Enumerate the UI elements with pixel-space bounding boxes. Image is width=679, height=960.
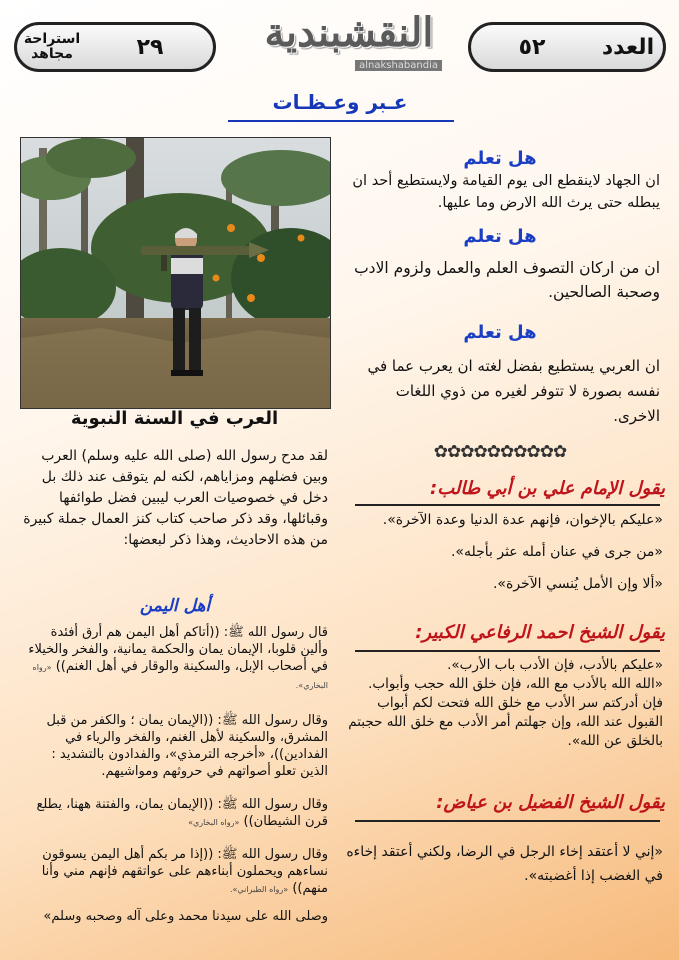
saying-ali-text <box>345 508 663 596</box>
page-number: ٢٩ <box>136 34 164 60</box>
issue-number: ٥٢ <box>518 34 546 60</box>
saying-heading-ali: يقول الإمام علي بن أبي طالب: <box>430 478 665 499</box>
hadith-2 <box>22 712 328 780</box>
magazine-logo <box>238 8 460 74</box>
hadith-source: «رواه البخاري». <box>32 663 328 690</box>
saying-line: «ألا وإن الأمل يُنسي الآخرة». <box>492 576 663 592</box>
logo-title: النقشبندية <box>264 9 434 56</box>
hadith-text: قال رسول الله ﷺ: ((أتاكم أهل اليمن هم أرق أفئدة وألين قلوبا، الإيمان يمان والحكمة يمانية، والفخر والخيلاء في أصحاب الإبل، والسكينة والوقار في أهل الغنم)) <box>28 625 328 674</box>
hadith-text: وقال رسول الله ﷺ: ((الإيمان يمان ؛ والكفر من قبل المشرق، والسكينة لأهل الغنم، والفخر والرياء في الفدادين))، «أخرجه الترمذي»، والفدادون بالتشديد : الذين تعلو أصواتهم في حروثهم ومواشيهم. <box>46 713 328 779</box>
saying-rule-2 <box>355 650 660 652</box>
saying-fudayl-text <box>345 840 663 888</box>
logo-subtitle: alnakshabandia <box>355 60 442 71</box>
saying-rule-3 <box>355 820 660 822</box>
saying-line: «عليكم بالأدب، فإن الأدب باب الأرب». <box>447 657 663 673</box>
hadith-4 <box>22 846 328 898</box>
saying-heading-fudayl: يقول الشيخ الفضيل بن عياض: <box>436 792 665 813</box>
did-you-know-heading-1: هل تعلم <box>463 148 537 169</box>
yemen-section-title: أهل اليمن <box>139 596 211 616</box>
hadith-source: «رواه البخاري» <box>188 818 240 827</box>
hadith-source: «رواه الطبراني». <box>229 885 289 894</box>
section-label: استراحة مجاهد <box>23 31 81 62</box>
saying-heading-rifai: يقول الشيخ احمد الرفاعي الكبير: <box>415 622 665 643</box>
hadith-text: وقال رسول الله ﷺ: ((الإيمان يمان، والفتنة ههنا، يطلع قرن الشيطان)) <box>36 797 328 829</box>
section-title-underline <box>228 120 454 122</box>
photo-illustration <box>21 138 330 408</box>
saying-line: «من جرى في عنان أمله عثر بأجله». <box>450 544 663 560</box>
article-body: لقد مدح رسول الله (صلى الله عليه وسلم) العرب وبين فضلهم ومزاياهم، لكنه لم يتوقف عند ذلك بل دخل في خصوصيات العرب ليبين فضل طوائفها وقبائلها، وقد ذكر صاحب كتاب كنز العمال جملة كبيرة من هذه الاحاديث، وهذا ذكر لبعضها: <box>23 448 328 548</box>
did-you-know-text-1: ان الجهاد لاينقطع الى يوم القيامة ولايستطيع أحد ان يبطله حتى يرث الله الارض وما عليها. <box>352 173 660 211</box>
mujahid-photo <box>20 137 331 409</box>
saying-rule-1 <box>355 504 660 506</box>
hadith-text: وقال رسول الله ﷺ: ((إذا مر بكم أهل اليمن يسوقون نساءهم ويحملون أبناءهم على عواتقهم فإنهم مني وأنا منهم)) <box>41 847 328 896</box>
closing-text: وصلى الله على سيدنا محمد وعلى آله وصحبه وسلم» <box>43 909 328 924</box>
did-you-know-text-2: ان من اركان التصوف العلم والعمل ولزوم الادب وصحبة الصالحين. <box>354 259 660 301</box>
ornament-divider: ✿✿✿✿✿✿✿✿✿✿ <box>433 442 567 462</box>
closing-prayer <box>22 908 328 925</box>
saying-line: «الله الله بالأدب مع الله، فإن خلق الله حجب وأبواب. فإن أدركتم سر الأدب مع خلق الله فتحت لكم أبواب القبول عند الله، وإن جهلتم أمر الأدب مع خلق الله حجبتم بالخلق عن الله». <box>348 676 663 749</box>
hadith-1 <box>22 624 328 694</box>
did-you-know-heading-3: هل تعلم <box>463 322 537 343</box>
page-number-badge <box>14 22 216 72</box>
did-you-know-heading-2: هل تعلم <box>463 226 537 247</box>
section-title: عـبر وعـظـات <box>272 90 408 114</box>
did-you-know-text-3: ان العربي يستطيع بفضل لغته ان يعرب عما في نفسه بصورة لا تتوفر لغيره من ذوي اللغات الاخرى. <box>367 357 660 425</box>
saying-line: «إني لا أعتقد إخاء الرجل في الرضا، ولكني أعتقد إخاءه في الغضب إذا أغضبته». <box>346 844 663 884</box>
saying-line: «عليكم بالإخوان، فإنهم عدة الدنيا وعدة الآخرة». <box>382 512 663 528</box>
hadith-3 <box>22 796 328 831</box>
article-title: العرب في السنة النبوية <box>70 408 279 429</box>
issue-badge <box>468 22 666 72</box>
saying-rifai-text <box>345 656 663 751</box>
issue-label: العدد <box>601 34 655 60</box>
